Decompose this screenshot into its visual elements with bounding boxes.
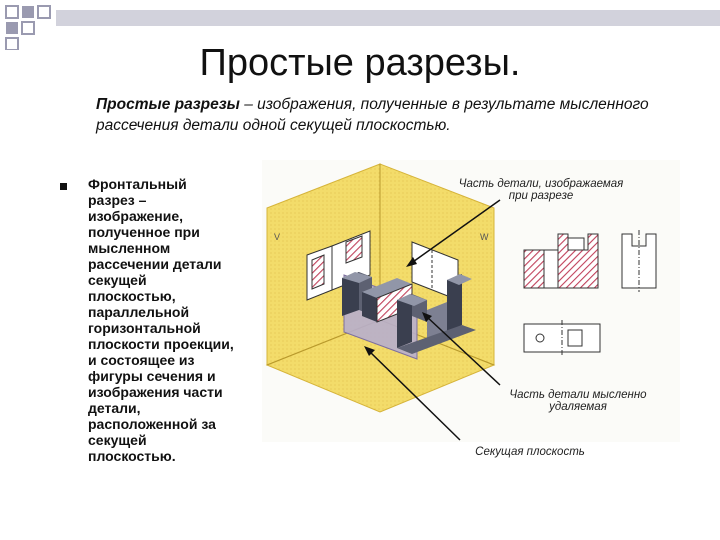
bullet-text: Фронтальный разрез – изображение, полученное при мысленном рассечении детали секущей плоскостью, параллельной горизонтальной плоскости проекции, и состоящее из фигуры сечения и изображения части детали, расположенной за секущей плоскостью. [88, 176, 234, 464]
axis-w-label: W [480, 232, 489, 242]
label-cutting-plane: Секущая плоскость [475, 446, 585, 458]
label-part-removed: Часть детали мысленно удаляемая [509, 389, 647, 413]
axis-v-label: V [274, 232, 281, 242]
slide-title: Простые разрезы. [199, 42, 521, 84]
intro-paragraph [96, 94, 696, 136]
intro-text: – изображения, полученные в результате мысленного рассечения детали одной секущей плоскостью. [96, 96, 649, 134]
label-part-shown: Часть детали, изображаемая при разрезе [458, 178, 624, 202]
intro-term: Простые разрезы [96, 96, 240, 113]
top-view-drawing [524, 320, 600, 356]
bullet-marker [60, 183, 67, 190]
